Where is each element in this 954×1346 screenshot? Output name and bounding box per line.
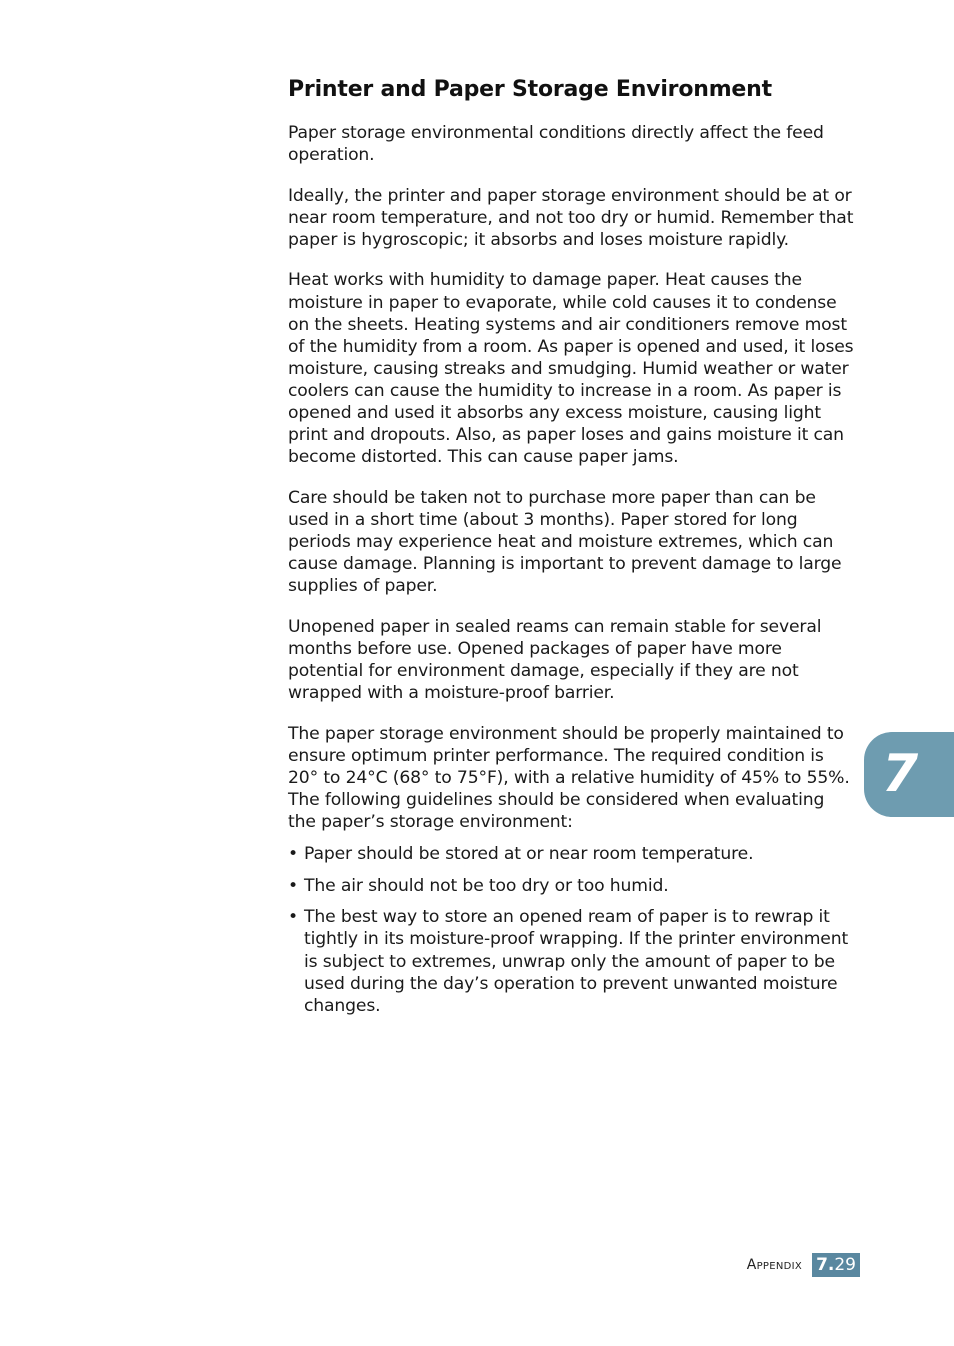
footer-section-name: Appendix [746,1257,803,1273]
chapter-tab [864,732,954,817]
guidelines-list [288,843,854,1017]
section-heading: Printer and Paper Storage Environment [288,77,772,102]
footer-page-number: 29 [834,1255,856,1275]
bullet-icon: • [288,844,298,865]
paragraph-feed-operation: Paper storage environmental conditions directly affect the feed operation. [288,123,824,166]
list-item [288,843,854,865]
list-item-text: The air should not be too dry or too humid. [304,875,669,896]
page-content [288,74,854,1026]
paragraph-room-temperature: Ideally, the printer and paper storage environment should be at or near room temperature, and not too dry or humid. Remember that paper is hygroscopic; it absorbs and loses moisture rapidly. [288,185,854,250]
page-footer [747,1253,860,1277]
list-item [288,906,854,1016]
list-item-text: The best way to store an opened ream of paper is to rewrap it tightly in its moisture-proof wrapping. If the printer environment is subject to extremes, unwrap only the amount of paper to be used during the day’s operation to prevent unwanted moisture changes. [304,907,849,1016]
paragraph-unopened-paper: Unopened paper in sealed reams can remain stable for several months before use. Opened packages of paper have more potential for environment damage, especially if they are not wrapped with a moisture-proof barrier. [288,616,822,704]
footer-chapter: 7. [816,1255,835,1275]
paragraph-heat-humidity: Heat works with humidity to damage paper. Heat causes the moisture in paper to evaporate, while cold causes it to condense on the sheets. Heating systems and air conditioners remove most of the humidity from a room. As paper is opened and used, it loses moisture, causing streaks and smudging. Humid weather or water coolers can cause the humidity to increase in a room. As paper is opened and used it absorbs any excess moisture, causing light print and dropouts. Also, as paper loses and gains moisture it can become distorted. This can cause paper jams. [288,270,854,468]
list-item [288,875,854,897]
bullet-icon: • [288,875,298,896]
paragraph-purchase-quantity: Care should be taken not to purchase more paper than can be used in a short time (about 3 months). Paper stored for long periods may experience heat and moisture extremes, which can cause damage. Planning is important to prevent damage to large supplies of paper. [288,487,842,597]
list-item-text: Paper should be stored at or near room temperature. [304,844,754,865]
chapter-number: 7 [882,744,919,804]
paragraph-required-condition: The paper storage environment should be properly maintained to ensure optimum printer performance. The required condition is 20° to 24°C (68° to 75°F), with a relative humidity of 45% to 55%. The following guidelines should be considered when evaluating the paper’s storage environment: [288,723,850,833]
page-number-badge [812,1253,860,1277]
bullet-icon: • [288,907,298,928]
